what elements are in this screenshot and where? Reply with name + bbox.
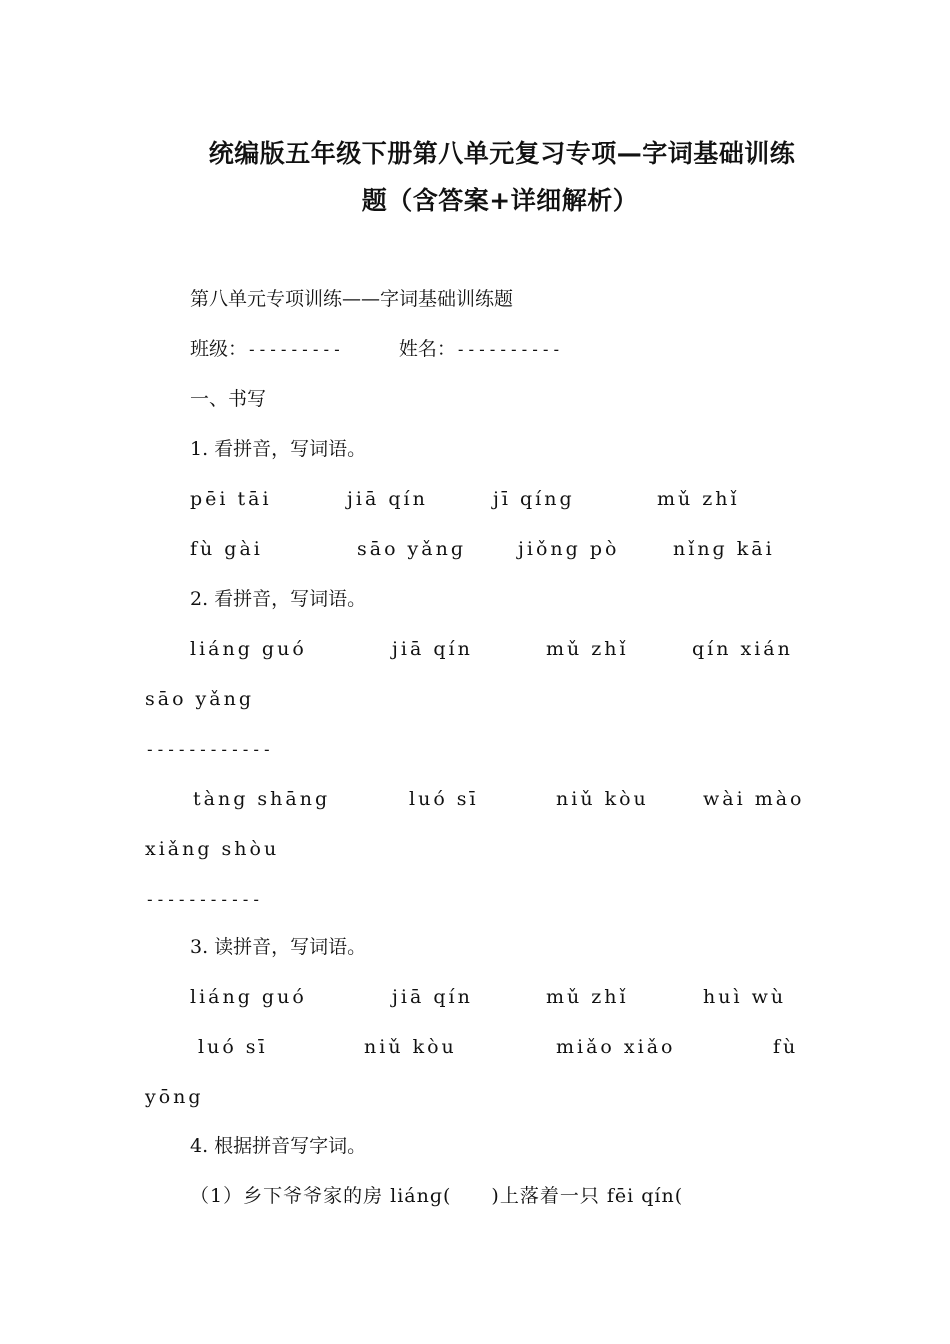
name-blank: ---------- bbox=[455, 340, 563, 359]
pinyin-item: wài mào bbox=[703, 788, 805, 810]
class-label: 班级： bbox=[190, 338, 248, 360]
pinyin-item: luó sī bbox=[198, 1036, 268, 1058]
pinyin-item: mǔ zhǐ bbox=[546, 638, 629, 660]
worksheet-subtitle: 第八单元专项训练——字词基础训练题 bbox=[190, 288, 514, 310]
pinyin-item: jiǒng pò bbox=[518, 538, 620, 560]
pinyin-item: jī qíng bbox=[493, 488, 575, 510]
answer-blank: ------------ bbox=[145, 740, 273, 759]
q1-title: 1. 看拼音，写词语。 bbox=[190, 438, 367, 460]
pinyin-item: jiā qín bbox=[347, 488, 428, 510]
document-title-line2: 题（含答案+详细解析） bbox=[361, 186, 639, 215]
document-title-line1: 统编版五年级下册第八单元复习专项—字词基础训练 bbox=[208, 139, 796, 168]
pinyin-item: fù bbox=[773, 1036, 799, 1058]
pinyin-item: mǔ zhǐ bbox=[546, 986, 629, 1008]
q2-title: 2. 看拼音，写词语。 bbox=[190, 588, 367, 610]
pinyin-item: nǐnɡ kāi bbox=[673, 538, 775, 560]
pinyin-item: mǔ zhǐ bbox=[657, 488, 740, 510]
pinyin-item: xiǎng shòu bbox=[145, 838, 280, 860]
pinyin-item: luó sī bbox=[409, 788, 479, 810]
pinyin-item: sāo yǎng bbox=[145, 688, 255, 710]
answer-blank: ----------- bbox=[145, 890, 262, 909]
name-label: 姓名： bbox=[398, 338, 456, 360]
pinyin-item: fù gài bbox=[190, 538, 263, 560]
pinyin-item: jiā qín bbox=[392, 986, 473, 1008]
class-blank: --------- bbox=[247, 340, 343, 359]
pinyin-item: jiā qín bbox=[392, 638, 473, 660]
pinyin-item: yōng bbox=[145, 1086, 204, 1108]
pinyin-item: sāo yǎnɡ bbox=[357, 538, 467, 560]
pinyin-item: miǎo xiǎo bbox=[556, 1036, 676, 1058]
pinyin-item: huì wù bbox=[703, 986, 787, 1008]
q4-title: 4. 根据拼音写字词。 bbox=[190, 1135, 367, 1157]
pinyin-item: niǔ kòu bbox=[364, 1036, 457, 1058]
pinyin-item: pēi tāi bbox=[190, 488, 272, 510]
pinyin-item: tàng shāng bbox=[193, 788, 331, 810]
section-heading-writing: 一、书写 bbox=[190, 388, 267, 410]
q4-item1: （1）乡下爷爷家的房 liánɡ( )上落着一只 fēi qín( bbox=[190, 1185, 684, 1207]
pinyin-item: qín xián bbox=[692, 638, 793, 660]
pinyin-item: liáng guó bbox=[190, 986, 307, 1008]
q3-title: 3. 读拼音，写词语。 bbox=[190, 936, 367, 958]
pinyin-item: niǔ kòu bbox=[556, 788, 649, 810]
student-info-row bbox=[190, 340, 562, 359]
pinyin-item: liáng guó bbox=[190, 638, 307, 660]
